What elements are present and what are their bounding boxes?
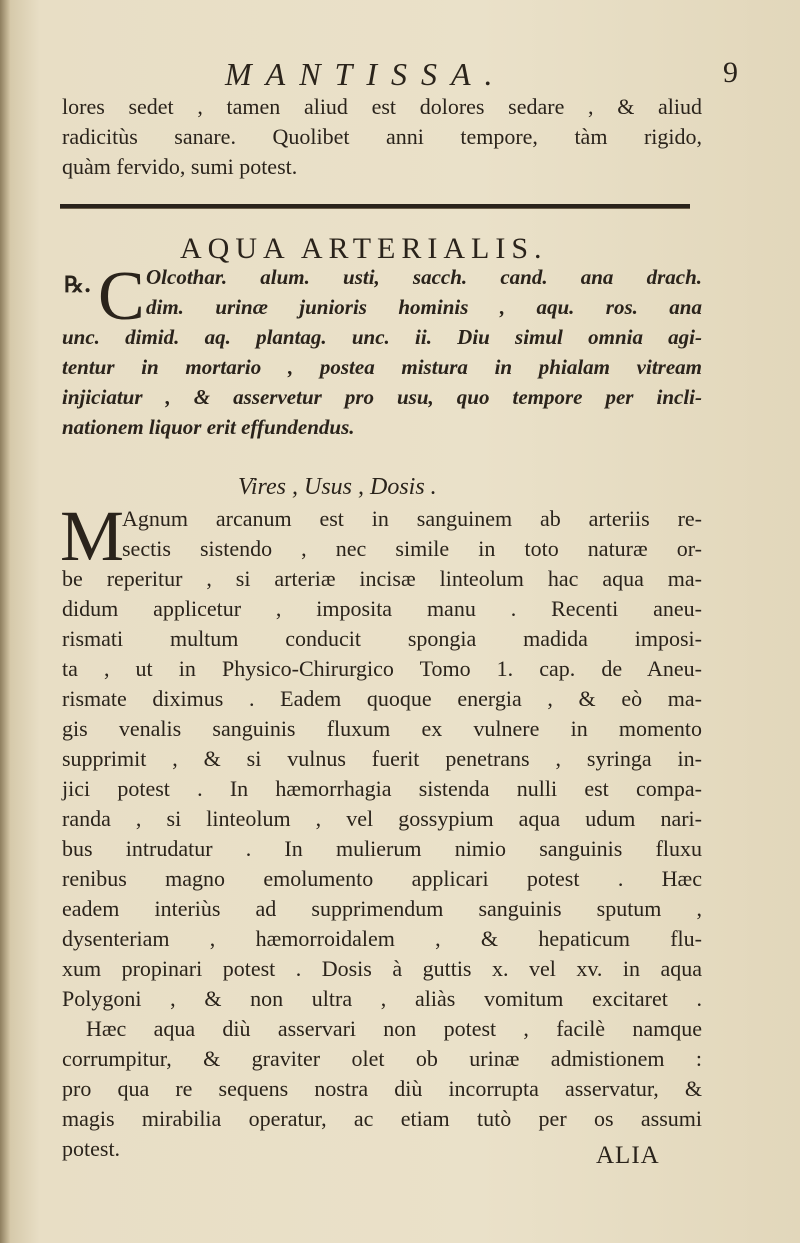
drop-initial: C	[98, 258, 145, 335]
text-line: eadem interiùs ad supprimendum sanguinis sputum ,	[62, 896, 702, 921]
text-line: sectis sistendo , nec simile in toto naturæ or-	[122, 536, 702, 561]
text-line: Hæc aqua diù asservari non potest , facilè namque	[86, 1016, 702, 1041]
running-title: MANTISSA.	[225, 56, 507, 92]
text-line: renibus magno emolumento applicari potest . Hæc	[62, 866, 702, 891]
text-line: dim. urinæ junioris hominis , aqu. ros. ana	[146, 295, 702, 319]
text-line: quàm fervido, sumi potest.	[62, 154, 298, 179]
text-line: nationem liquor erit effundendus.	[62, 415, 355, 439]
text-line: tentur in mortario , postea mistura in phialam vitream	[62, 355, 702, 379]
text-line: xum propinari potest . Dosis à guttis x. vel xv. in aqua	[62, 956, 702, 981]
section-heading: AQUA ARTERIALIS.	[180, 232, 548, 265]
page-number: 9	[723, 56, 738, 89]
intro-paragraph	[62, 92, 702, 182]
text-line: Olcothar. alum. usti, sacch. cand. ana drach.	[146, 265, 702, 289]
running-head	[60, 56, 760, 92]
text-line: rismate diximus . Eadem quoque energia , & eò ma-	[62, 686, 702, 711]
text-line: supprimit , & si vulnus fuerit penetrans , syringa in-	[62, 746, 702, 771]
text-line: bus intrudatur . In mulierum nimio sanguinis fluxu	[62, 836, 702, 861]
recipe-text	[62, 258, 702, 442]
text-line: randa , si linteolum , vel gossypium aqua udum nari-	[62, 806, 702, 831]
text-line: gis venalis sanguinis fluxum ex vulnere in momento	[62, 716, 702, 741]
text-line: lores sedet , tamen aliud est dolores sedare , & aliud	[62, 94, 702, 119]
text-line: ta , ut in Physico-Chirurgico Tomo 1. cap. de Aneu-	[62, 656, 702, 681]
text-line: Agnum arcanum est in sanguinem ab arteriis re-	[122, 506, 702, 531]
text-line: rismati multum conducit spongia madida imposi-	[62, 626, 702, 651]
catchword: ALIA	[596, 1142, 660, 1169]
text-line: potest.	[62, 1136, 121, 1161]
text-line: magis mirabilia operatur, ac etiam tutò per os assumi	[62, 1106, 702, 1131]
section-divider	[60, 204, 690, 209]
text-line: injiciatur , & asservetur pro usu, quo tempore per incli-	[62, 385, 702, 409]
text-line: radicitùs sanare. Quolibet anni tempore, tàm rigido,	[62, 124, 702, 149]
text-line: be reperitur , si arteriæ incisæ linteolum hac aqua ma-	[62, 566, 702, 591]
subheading: Vires , Usus , Dosis .	[238, 474, 437, 500]
text-line: dysenteriam , hæmorroidalem , & hepaticum flu-	[62, 926, 702, 951]
text-line: unc. dimid. aq. plantag. unc. ii. Diu simul omnia agi-	[62, 325, 702, 349]
drop-initial: M	[60, 496, 125, 576]
text-line: Polygoni , & non ultra , aliàs vomitum excitaret .	[62, 986, 702, 1011]
body-paragraph	[62, 504, 702, 1164]
page-gutter	[0, 0, 10, 1243]
text-line: didum applicetur , imposita manu . Recenti aneu-	[62, 596, 702, 621]
text-line: pro qua re sequens nostra diù incorrupta asservatur, &	[62, 1076, 702, 1101]
recipe-symbol: ℞.	[64, 272, 92, 298]
text-line: corrumpitur, & graviter olet ob urinæ admistionem :	[62, 1046, 702, 1071]
text-line: jici potest . In hæmorrhagia sistenda nulli est compa-	[62, 776, 702, 801]
